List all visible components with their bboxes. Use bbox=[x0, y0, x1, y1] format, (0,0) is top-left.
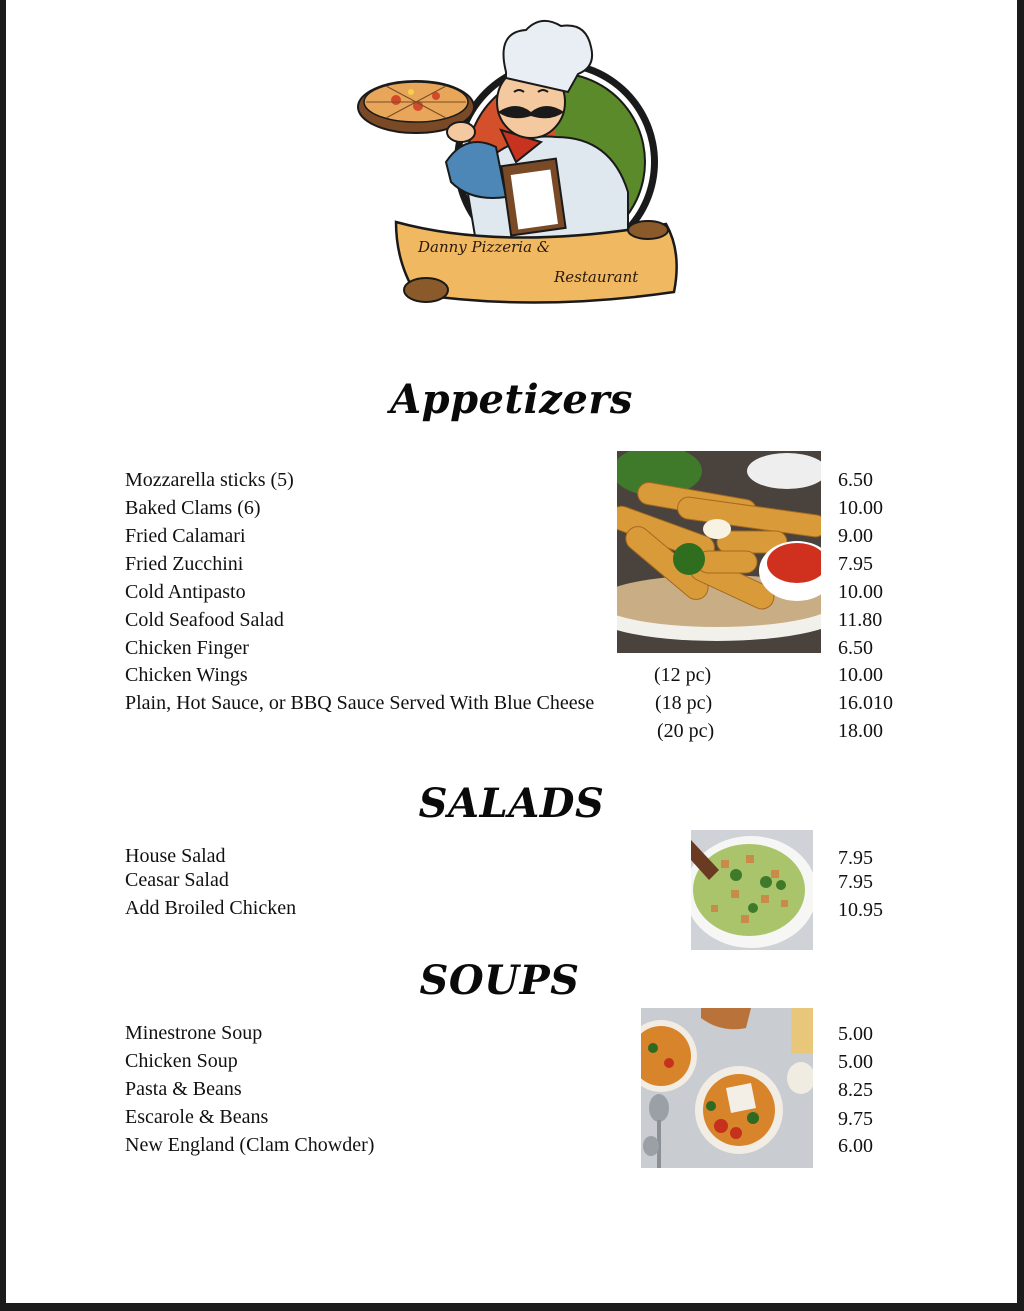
menu-item-description: Plain, Hot Sauce, or BBQ Sauce Served With Blue Cheese bbox=[125, 692, 595, 714]
section-title-appetizers: Appetizers bbox=[390, 376, 633, 423]
menu-item-price: 7.95 bbox=[838, 553, 873, 575]
menu-item-price: 10.95 bbox=[838, 899, 883, 921]
chef-logo-icon bbox=[356, 12, 686, 308]
menu-item-name: Chicken Finger bbox=[125, 637, 249, 659]
menu-item-price: 6.50 bbox=[838, 469, 873, 491]
menu-item-price: 6.50 bbox=[838, 637, 873, 659]
menu-item-price: 16.010 bbox=[838, 692, 893, 714]
menu-item-name: House Salad bbox=[125, 845, 226, 867]
menu-item-name: Baked Clams (6) bbox=[125, 497, 261, 519]
menu-item-name: Escarole & Beans bbox=[125, 1106, 269, 1128]
menu-item-price: 7.95 bbox=[838, 847, 873, 869]
menu-item-price: 10.00 bbox=[838, 497, 883, 519]
menu-item-name: Chicken Wings bbox=[125, 664, 248, 686]
menu-item-price: 5.00 bbox=[838, 1023, 873, 1045]
menu-item-name: Pasta & Beans bbox=[125, 1078, 242, 1100]
menu-item-name: Fried Calamari bbox=[125, 525, 246, 547]
menu-item-name: Cold Seafood Salad bbox=[125, 609, 284, 631]
menu-item-name: New England (Clam Chowder) bbox=[125, 1134, 375, 1156]
menu-item-name: Mozzarella sticks (5) bbox=[125, 469, 294, 491]
menu-item-quantity: (20 pc) bbox=[657, 720, 715, 742]
menu-item-name: Cold Antipasto bbox=[125, 581, 246, 603]
menu-item-name: Ceasar Salad bbox=[125, 869, 229, 891]
logo-line-2: Restaurant bbox=[554, 268, 639, 286]
menu-item-name: Chicken Soup bbox=[125, 1050, 238, 1072]
menu-item-price: 10.00 bbox=[838, 664, 883, 686]
menu-page bbox=[6, 0, 1017, 1303]
menu-item-name: Minestrone Soup bbox=[125, 1022, 263, 1044]
caesar-salad-image bbox=[691, 830, 813, 950]
menu-item-name: Fried Zucchini bbox=[125, 553, 244, 575]
menu-item-price: 10.00 bbox=[838, 581, 883, 603]
menu-item-quantity: (12 pc) bbox=[654, 664, 712, 686]
section-title-salads: SALADS bbox=[418, 780, 605, 827]
restaurant-logo bbox=[356, 12, 686, 308]
menu-item-quantity: (18 pc) bbox=[655, 692, 713, 714]
mozzarella-sticks-image bbox=[617, 451, 821, 653]
menu-item-price: 5.00 bbox=[838, 1051, 873, 1073]
menu-item-price: 9.75 bbox=[838, 1108, 873, 1130]
menu-item-price: 9.00 bbox=[838, 525, 873, 547]
section-title-soups: SOUPS bbox=[419, 957, 580, 1004]
menu-item-price: 18.00 bbox=[838, 720, 883, 742]
menu-item-price: 6.00 bbox=[838, 1135, 873, 1157]
menu-item-price: 11.80 bbox=[838, 609, 883, 631]
menu-item-price: 8.25 bbox=[838, 1079, 873, 1101]
menu-item-price: 7.95 bbox=[838, 871, 873, 893]
minestrone-soup-image bbox=[641, 1008, 813, 1168]
menu-item-name: Add Broiled Chicken bbox=[125, 897, 297, 919]
logo-line-1: Danny Pizzeria & bbox=[418, 238, 551, 256]
